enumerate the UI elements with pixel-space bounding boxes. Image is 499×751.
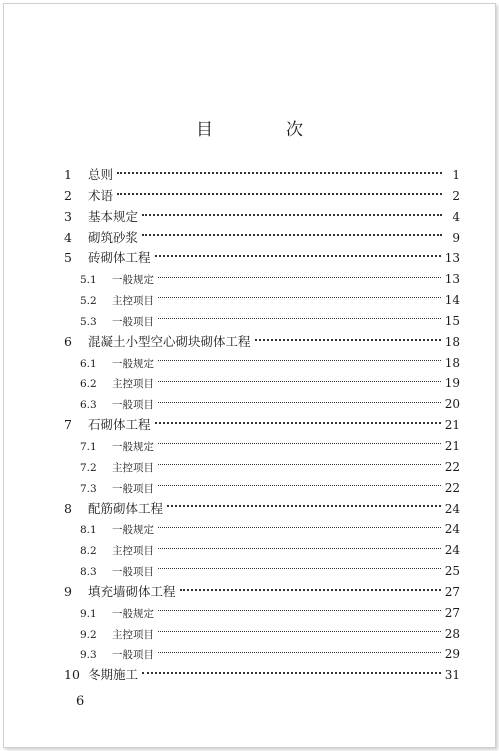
- toc-number: 5.2: [80, 295, 97, 308]
- toc-number: 6.3: [80, 399, 97, 412]
- toc-label: 主控项目: [112, 461, 154, 474]
- toc-label: 石砌体工程: [88, 417, 151, 433]
- toc-entry: [64, 582, 460, 603]
- toc-page-number: 21: [444, 418, 460, 433]
- toc-page-number: 25: [444, 564, 460, 579]
- toc-label: 一般项目: [112, 315, 154, 328]
- dot-leader: [158, 380, 441, 382]
- dot-leader: [167, 504, 441, 507]
- toc-number: 9.1: [80, 607, 97, 620]
- dot-leader: [158, 359, 441, 361]
- dot-leader: [158, 567, 441, 569]
- toc-page-number: 19: [444, 376, 460, 391]
- dot-leader: [155, 254, 441, 257]
- toc-entry: [64, 186, 460, 207]
- dot-leader: [142, 213, 442, 216]
- toc-page-number: 1: [452, 168, 460, 182]
- toc-page-number: 24: [444, 501, 460, 516]
- toc-page-number: 13: [444, 251, 460, 266]
- toc-label: 一般规定: [112, 357, 154, 370]
- dot-leader: [158, 547, 441, 549]
- toc-subentry: [64, 644, 460, 665]
- toc-subentry: [64, 540, 460, 561]
- toc-page-number: 22: [444, 459, 460, 474]
- toc-page-number: 13: [444, 272, 460, 287]
- toc-number: 8.3: [80, 566, 97, 579]
- toc-page-number: 15: [444, 313, 460, 328]
- toc-number: 6: [64, 333, 72, 349]
- dot-leader: [117, 192, 442, 195]
- toc-label: 一般规定: [112, 607, 154, 620]
- toc-number: 3: [64, 208, 72, 224]
- toc-label: 总则: [88, 167, 114, 182]
- toc-number: 8.2: [80, 545, 97, 558]
- dot-leader: [158, 276, 441, 278]
- toc-entry: [64, 665, 460, 686]
- toc-number: 8.1: [80, 524, 97, 537]
- toc-number: 7: [64, 417, 72, 433]
- toc-label: 一般规定: [112, 440, 154, 453]
- toc-number: 10: [64, 667, 80, 683]
- toc-label: 填充墙砌体工程: [88, 583, 176, 599]
- dot-leader: [155, 421, 441, 424]
- toc-number: 6.1: [80, 357, 97, 370]
- toc-label: 一般规定: [112, 524, 154, 537]
- toc-entry: [64, 415, 460, 436]
- toc-subentry: [64, 394, 460, 415]
- toc-number: 2: [64, 187, 72, 203]
- toc-number: 7.3: [80, 482, 97, 495]
- dot-leader: [158, 630, 441, 632]
- toc-subentry: [64, 269, 460, 290]
- page-title: 目 次: [196, 120, 331, 140]
- dot-leader: [142, 233, 442, 236]
- toc-number: 5.3: [80, 315, 97, 328]
- toc-entry: [64, 248, 460, 269]
- toc-subentry: [64, 311, 460, 332]
- toc-number: 5: [64, 250, 72, 266]
- toc-subentry: [64, 353, 460, 374]
- toc-label: 术语: [88, 187, 114, 203]
- toc-label: 冬期施工: [88, 667, 139, 683]
- dot-leader: [158, 526, 441, 528]
- toc-subentry: [64, 603, 460, 624]
- dot-leader: [117, 171, 442, 174]
- toc-page-number: 24: [444, 522, 460, 537]
- toc-entry: [64, 207, 460, 228]
- toc-label: 主控项目: [112, 628, 154, 641]
- toc-page-number: 24: [444, 543, 460, 558]
- toc-page-number: 27: [444, 584, 460, 599]
- toc-page-number: 9: [452, 230, 460, 245]
- toc-subentry: [64, 519, 460, 540]
- dot-leader: [255, 338, 441, 341]
- table-of-contents: [64, 165, 460, 686]
- toc-page-number: 4: [452, 209, 460, 224]
- toc-number: 7.2: [80, 461, 97, 474]
- toc-label: 一般项目: [112, 399, 154, 412]
- toc-subentry: [64, 436, 460, 457]
- toc-page-number: 18: [444, 355, 460, 370]
- toc-number: 7.1: [80, 440, 97, 453]
- toc-page-number: 22: [444, 480, 460, 495]
- toc-number: 1: [64, 167, 72, 182]
- toc-label: 砌筑砂浆: [88, 229, 139, 245]
- toc-entry: [64, 499, 460, 520]
- toc-entry: [64, 228, 460, 249]
- toc-label: 主控项目: [112, 295, 154, 308]
- toc-label: 主控项目: [112, 545, 154, 558]
- toc-label: 混凝土小型空心砌块砌体工程: [88, 333, 251, 349]
- dot-leader: [158, 609, 441, 611]
- toc-page-number: 31: [444, 668, 460, 683]
- toc-number: 9: [64, 583, 72, 599]
- dot-leader: [158, 401, 441, 403]
- toc-page-number: 18: [444, 334, 460, 349]
- toc-label: 基本规定: [88, 208, 139, 224]
- toc-label: 配筋砌体工程: [88, 500, 164, 516]
- dot-leader: [158, 442, 441, 444]
- toc-entry: [64, 332, 460, 353]
- toc-subentry: [64, 624, 460, 645]
- toc-label: 一般项目: [112, 649, 154, 662]
- toc-number: 9.2: [80, 628, 97, 641]
- toc-page-number: 2: [452, 188, 460, 203]
- toc-subentry: [64, 561, 460, 582]
- toc-page-number: 14: [444, 293, 460, 308]
- dot-leader: [158, 651, 441, 653]
- toc-page-number: 29: [444, 647, 460, 662]
- toc-label: 砖砌体工程: [88, 250, 151, 266]
- toc-page-number: 20: [444, 397, 460, 412]
- toc-subentry: [64, 478, 460, 499]
- dot-leader: [180, 588, 441, 591]
- dot-leader: [142, 671, 441, 674]
- dot-leader: [158, 463, 441, 465]
- dot-leader: [158, 484, 441, 486]
- toc-label: 一般项目: [112, 482, 154, 495]
- toc-entry: [64, 165, 460, 186]
- dot-leader: [158, 296, 441, 298]
- toc-label: 一般规定: [112, 274, 154, 287]
- toc-subentry: [64, 290, 460, 311]
- toc-number: 5.1: [80, 274, 97, 287]
- toc-subentry: [64, 457, 460, 478]
- toc-subentry: [64, 373, 460, 394]
- toc-page-number: 28: [444, 626, 460, 641]
- footer-page-number: 6: [76, 694, 85, 709]
- toc-page-number: 21: [444, 438, 460, 453]
- toc-page-number: 27: [444, 605, 460, 620]
- dot-leader: [158, 317, 441, 319]
- toc-number: 6.2: [80, 378, 97, 391]
- toc-label: 一般项目: [112, 566, 154, 579]
- toc-number: 9.3: [80, 649, 97, 662]
- toc-number: 8: [64, 500, 72, 516]
- toc-number: 4: [64, 229, 72, 245]
- toc-label: 主控项目: [112, 378, 154, 391]
